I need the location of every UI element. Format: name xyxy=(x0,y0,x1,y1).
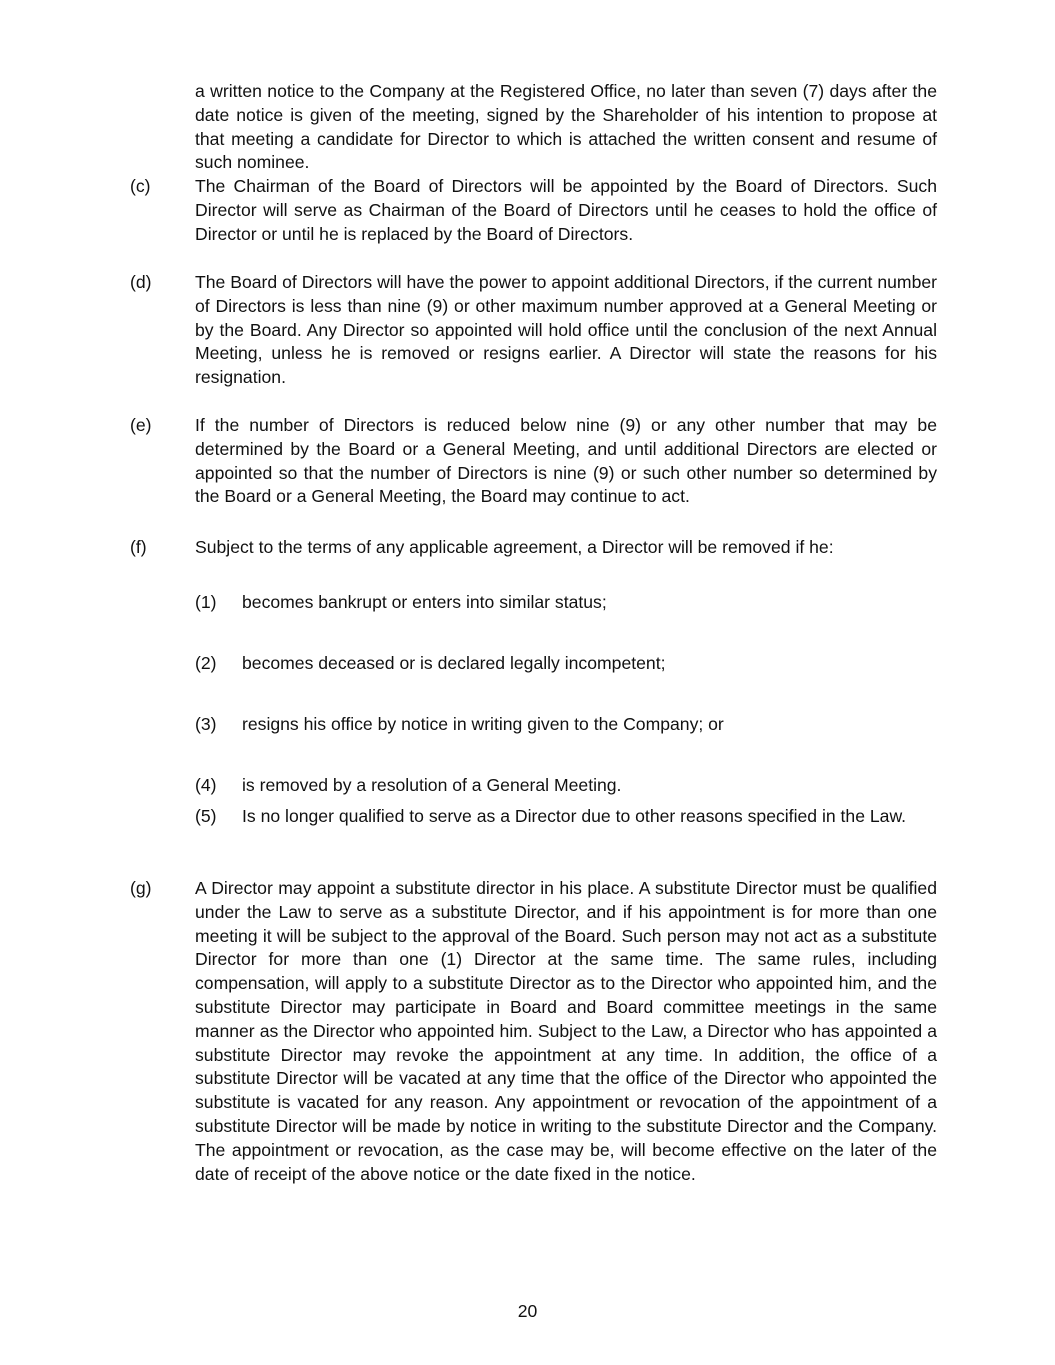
clause-label: (g) xyxy=(130,878,152,898)
subclause-text: resigns his office by notice in writing given to the Company; or xyxy=(242,714,724,734)
clause-label: (d) xyxy=(130,272,152,292)
subclause-text: is removed by a resolution of a General Meeting. xyxy=(242,775,622,795)
clause-text: Subject to the terms of any applicable agreement, a Director will be removed if he: xyxy=(195,537,834,557)
subclause-text: Is no longer qualified to serve as a Director due to other reasons specified in the Law. xyxy=(242,806,907,826)
clause-text: If the number of Directors is reduced below nine (9) or any other number that may be determined by the Board or a General Meeting, and until additional Directors are elected or appointed so that the number of Directors is nine (9) or such other number so determined by the Board or a General Meeting, the Board may continue to act. xyxy=(195,415,937,507)
clause-text: A Director may appoint a substitute director in his place. A substitute Director must be qualified under the Law to serve as a substitute Director, and if his appointment is for more than one meeting it will be subject to the approval of the Board. Such person may not act as a substitute Director for more than one (1) Director at the same time. The same rules, including compensation, will apply to a substitute Director as to the Director who appointed him, and the substitute Director may participate in Board and Board committee meetings in the same manner as the Director who appointed him. Subject to the Law, a Director who has appointed a substitute Director may revoke the appointment at any time. In addition, the office of a substitute Director will be vacated at any time that the office of the Director who appointed the substitute is vacated for any reason. Any appointment or revocation of the appointment of a substitute Director will be made by notice in writing to the substitute Director and the Company. The appointment or revocation, as the case may be, will become effective on the later of the date of receipt of the above notice or the date fixed in the notice. xyxy=(195,878,937,1184)
clause-text: The Chairman of the Board of Directors will be appointed by the Board of Directors. Such Director will serve as Chairman of the Board of Directors until he ceases to hold the office of Director or until he is replaced by the Board of Directors. xyxy=(195,176,937,244)
subclause-label: (3) xyxy=(195,714,217,734)
clause-label: (c) xyxy=(130,176,151,196)
subclause-label: (4) xyxy=(195,775,217,795)
clause-text: The Board of Directors will have the power to appoint additional Directors, if the current number of Directors is less than nine (9) or other maximum number approved at a General Meeting or by the Board. Any Director so appointed will hold office until the conclusion of the next Annual Meeting, unless he is removed or resigns earlier. A Director will state the reasons for his resignation. xyxy=(195,272,937,388)
subclause-label: (2) xyxy=(195,653,217,673)
page-number: 20 xyxy=(517,1301,538,1321)
clause-label: (f) xyxy=(130,537,147,557)
clause-label: (e) xyxy=(130,415,152,435)
subclause-label: (5) xyxy=(195,806,217,826)
subclause-label: (1) xyxy=(195,592,217,612)
subclause-text: becomes bankrupt or enters into similar status; xyxy=(242,592,607,612)
subclause-text: becomes deceased or is declared legally incompetent; xyxy=(242,653,666,673)
continuation-paragraph: a written notice to the Company at the Registered Office, no later than seven (7) days after the date notice is given of the meeting, signed by the Shareholder of his intention to propose at that meeting a candidate for Director to which is attached the written consent and resume of such nominee. xyxy=(195,81,937,173)
